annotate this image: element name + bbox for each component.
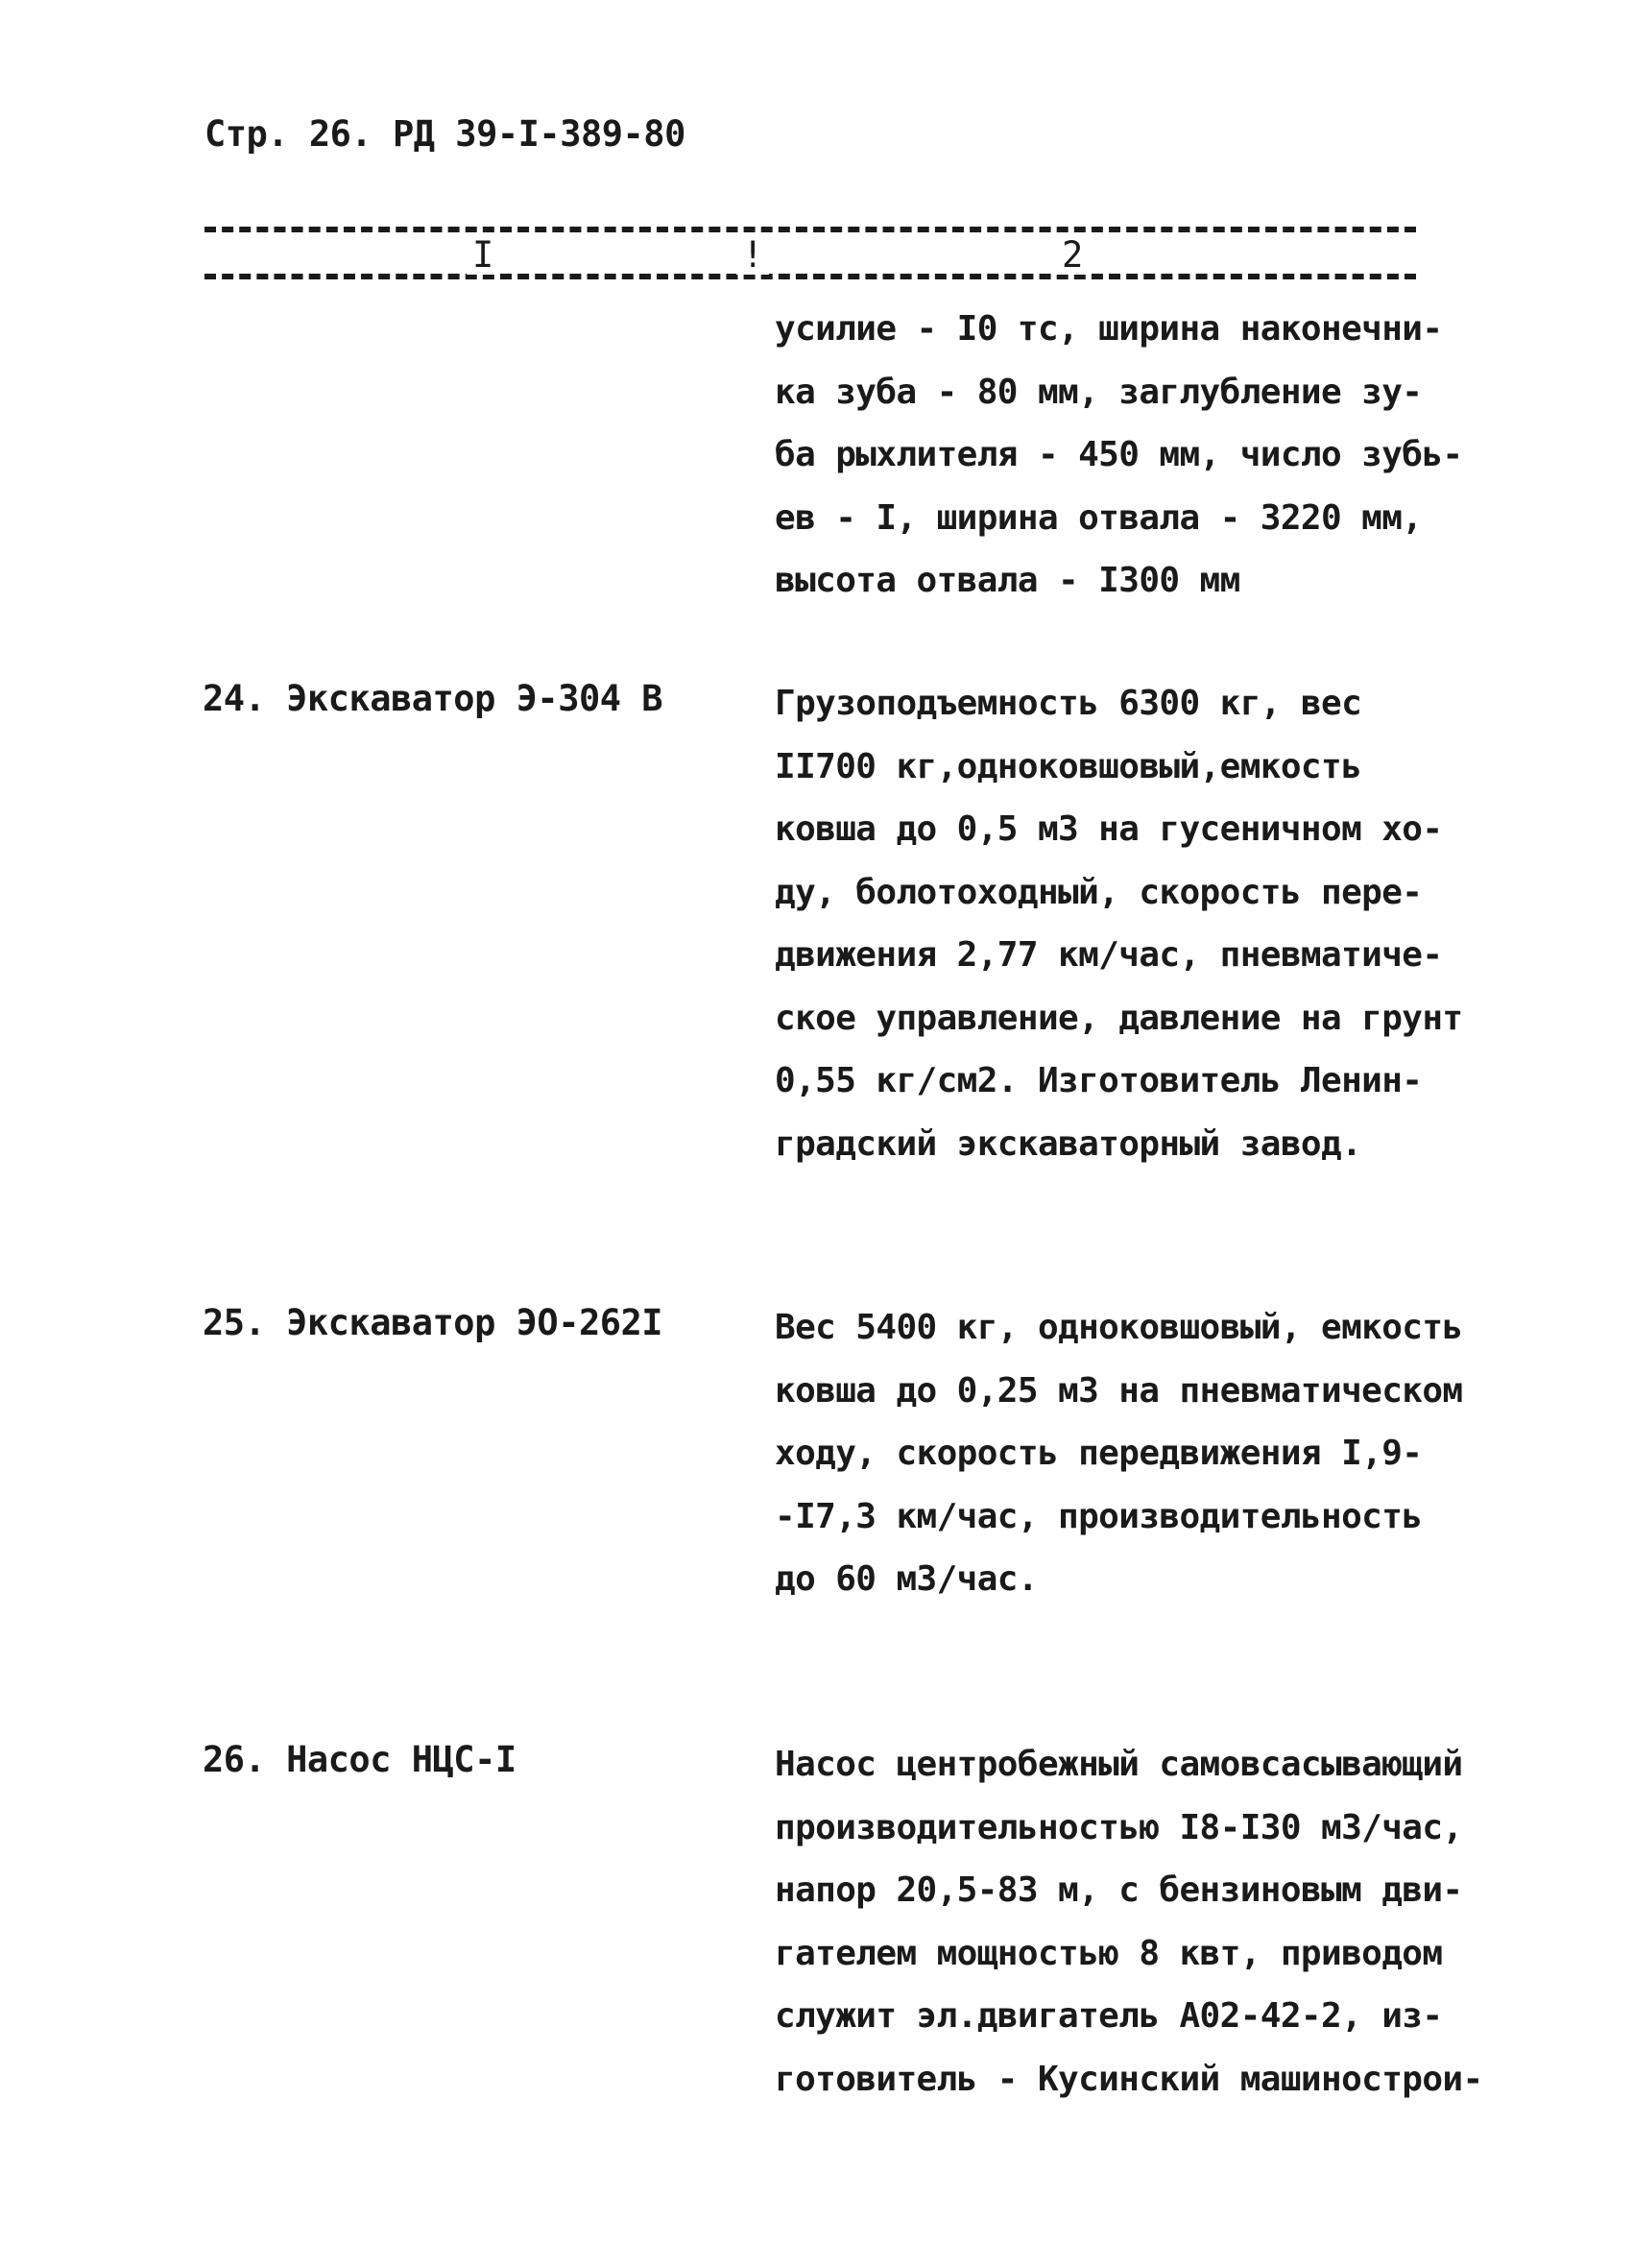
description-line: Вес 5400 кг, одноковшовый, емкость: [775, 1308, 1463, 1347]
description-line: усилие - I0 тс, ширина наконечни-: [775, 309, 1443, 349]
column-1-label: I: [467, 236, 499, 275]
column-separator: !: [736, 236, 769, 275]
description-line: ковша до 0,25 м3 на пневматическом: [775, 1370, 1463, 1411]
column-2-label: 2: [1056, 236, 1089, 275]
description-line: Насос центробежный самовсасывающий: [775, 1745, 1463, 1784]
description-line: 0,55 кг/см2. Изготовитель Ленин-: [775, 1061, 1423, 1100]
description-line: Грузоподъемность 6300 кг, вес: [775, 684, 1362, 723]
description-line: гателем мощностью 8 квт, приводом: [775, 1933, 1443, 1973]
description-line: до 60 м3/час.: [775, 1559, 1038, 1599]
description-line: движения 2,77 км/час, пневматиче-: [775, 935, 1443, 975]
description-line: напор 20,5-83 м, с бензиновым дви-: [775, 1870, 1463, 1910]
description-line: ковша до 0,5 м3 на гусеничном хо-: [775, 809, 1443, 849]
description-line: ка зуба - 80 мм, заглубление зу-: [775, 372, 1423, 412]
item-24-description: [775, 672, 1463, 1175]
description-line: ев - I, ширина отвала - 3220 мм,: [775, 497, 1423, 538]
table-rule-top: [204, 227, 1416, 232]
description-line: ходу, скорость передвижения I,9-: [775, 1434, 1423, 1473]
item-25-title: 25. Экскаватор ЭО-262I: [203, 1302, 663, 1343]
description-line: -I7,3 км/час, производительность: [775, 1496, 1423, 1536]
description-line: готовитель - Кусинский машинострои-: [775, 2059, 1483, 2099]
description-line: II700 кг,одноковшовый,емкость: [775, 746, 1362, 786]
item-26-description: [775, 1733, 1483, 2111]
description-line: высота отвала - I300 мм: [775, 561, 1240, 600]
table-rule-bottom: [204, 274, 1416, 279]
description-line: градский экскаваторный завод.: [775, 1123, 1362, 1164]
description-line: ское управление, давление на грунт: [775, 998, 1463, 1038]
item-25-description: [775, 1296, 1463, 1611]
description-line: ба рыхлителя - 450 мм, число зубь-: [775, 435, 1463, 474]
page-header: Стр. 26. РД 39-I-389-80: [204, 113, 685, 155]
description-line: служит эл.двигатель А02-42-2, из-: [775, 1996, 1443, 2036]
item-24-title: 24. Экскаватор Э-304 В: [203, 678, 663, 719]
description-line: производительностью I8-I30 м3/час,: [775, 1807, 1463, 1847]
continuation-description: [775, 298, 1463, 613]
description-line: ду, болотоходный, скорость пере-: [775, 872, 1423, 912]
item-26-title: 26. Насос НЦС-I: [203, 1739, 516, 1780]
